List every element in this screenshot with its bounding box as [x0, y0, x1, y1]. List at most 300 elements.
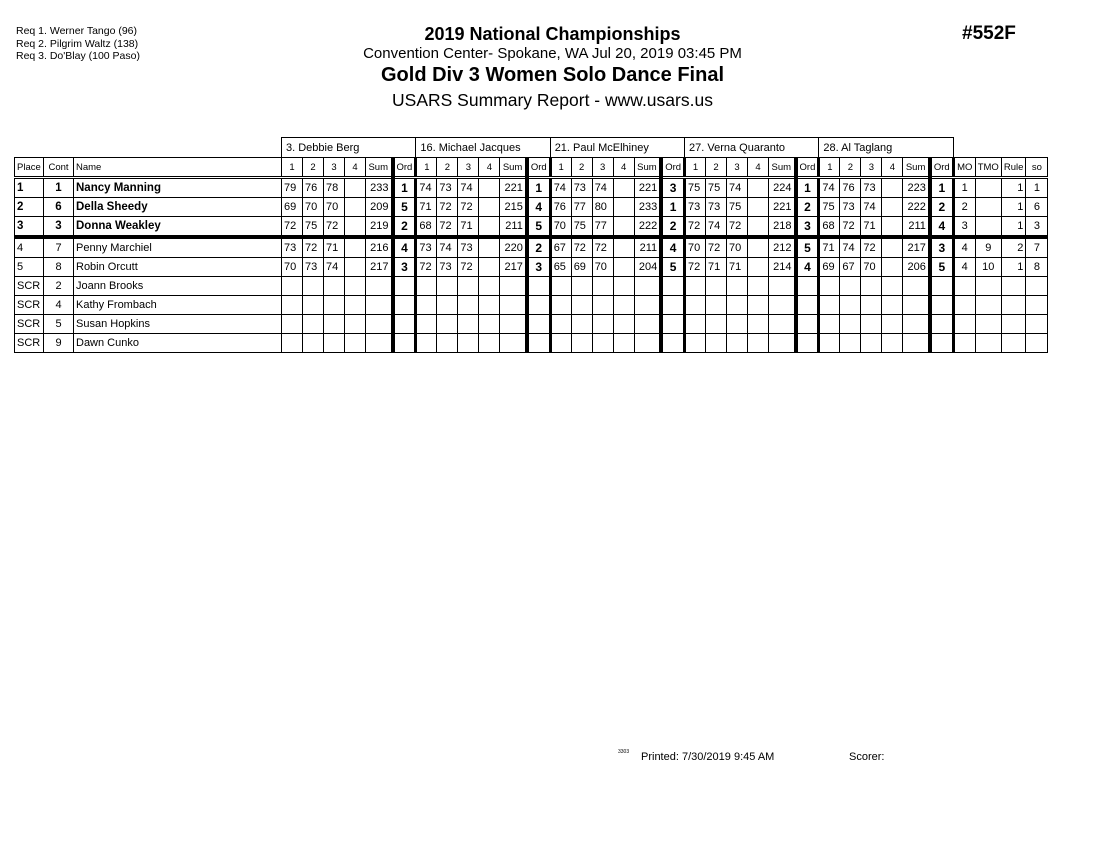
- score-cell: [592, 296, 613, 315]
- score-cell: [613, 334, 634, 353]
- score-cell: [303, 315, 324, 334]
- score-cell: 72: [437, 217, 458, 238]
- score-cell: 75: [685, 178, 706, 198]
- ordinal-cell: 1: [930, 178, 953, 198]
- score-cell: 69: [571, 258, 592, 277]
- score-cell: 72: [416, 258, 437, 277]
- contestant-number: 5: [44, 315, 74, 334]
- score-cell: 76: [303, 178, 324, 198]
- score-cell: 70: [727, 237, 748, 258]
- sum-cell: 217: [366, 258, 393, 277]
- score-cell: [479, 334, 500, 353]
- skater-name: Kathy Frombach: [74, 296, 282, 315]
- contestant-number: 8: [44, 258, 74, 277]
- score-cell: [479, 217, 500, 238]
- col-judge-sum: Sum: [634, 158, 661, 178]
- sum-cell: [634, 296, 661, 315]
- ordinal-cell: 1: [796, 178, 819, 198]
- ordinal-cell: [527, 334, 550, 353]
- sum-cell: 218: [769, 217, 796, 238]
- ordinal-cell: 5: [661, 258, 684, 277]
- score-cell: 70: [592, 258, 613, 277]
- ordinal-cell: [796, 334, 819, 353]
- mo-cell: [953, 277, 975, 296]
- score-cell: 67: [840, 258, 861, 277]
- score-cell: [882, 258, 903, 277]
- col-judge-sum: Sum: [769, 158, 796, 178]
- score-cell: 80: [592, 198, 613, 217]
- col-so: so: [1026, 158, 1048, 178]
- rule-cell: [1001, 334, 1026, 353]
- col-judge-3: 3: [324, 158, 345, 178]
- report-code: 3303: [618, 749, 630, 755]
- score-cell: [882, 178, 903, 198]
- score-cell: 70: [861, 258, 882, 277]
- score-cell: 74: [861, 198, 882, 217]
- mo-cell: 2: [953, 198, 975, 217]
- ordinal-cell: [930, 296, 953, 315]
- so-cell: [1026, 277, 1048, 296]
- ordinal-cell: [527, 277, 550, 296]
- score-cell: [727, 334, 748, 353]
- score-cell: [613, 217, 634, 238]
- results-table: [14, 137, 1048, 353]
- score-cell: [882, 198, 903, 217]
- so-cell: 8: [1026, 258, 1048, 277]
- mo-cell: [953, 296, 975, 315]
- score-cell: 78: [324, 178, 345, 198]
- ordinal-cell: [930, 334, 953, 353]
- ordinal-cell: 3: [527, 258, 550, 277]
- col-judge-sum: Sum: [366, 158, 393, 178]
- score-cell: [324, 277, 345, 296]
- score-cell: [861, 277, 882, 296]
- event-number: #552F: [962, 23, 1016, 44]
- score-cell: 70: [282, 258, 303, 277]
- score-cell: [282, 315, 303, 334]
- score-cell: [416, 334, 437, 353]
- score-cell: [727, 277, 748, 296]
- table-row: [15, 178, 1048, 198]
- col-judge-2: 2: [437, 158, 458, 178]
- score-cell: [748, 217, 769, 238]
- rule-cell: 1: [1001, 258, 1026, 277]
- place-cell: SCR: [15, 296, 44, 315]
- ordinal-cell: 2: [661, 217, 684, 238]
- judge-names-row: [15, 138, 1048, 158]
- sum-cell: 233: [634, 198, 661, 217]
- score-cell: [324, 315, 345, 334]
- score-cell: 72: [861, 237, 882, 258]
- score-cell: [479, 315, 500, 334]
- ordinal-cell: [393, 296, 416, 315]
- rule-cell: [1001, 315, 1026, 334]
- score-cell: [303, 296, 324, 315]
- col-judge-1: 1: [685, 158, 706, 178]
- ordinal-cell: [661, 296, 684, 315]
- mo-cell: 1: [953, 178, 975, 198]
- ordinal-cell: 3: [393, 258, 416, 277]
- score-cell: [550, 334, 571, 353]
- score-cell: [748, 277, 769, 296]
- score-cell: [748, 258, 769, 277]
- score-cell: [819, 315, 840, 334]
- table-row: [15, 217, 1048, 238]
- ordinal-cell: 1: [393, 178, 416, 198]
- rule-cell: 1: [1001, 217, 1026, 238]
- ordinal-cell: [930, 277, 953, 296]
- score-cell: [685, 315, 706, 334]
- score-cell: [345, 198, 366, 217]
- sum-cell: [769, 315, 796, 334]
- place-cell: 5: [15, 258, 44, 277]
- score-cell: 72: [437, 198, 458, 217]
- sum-cell: 212: [769, 237, 796, 258]
- tmo-cell: 10: [975, 258, 1001, 277]
- score-cell: [437, 296, 458, 315]
- ordinal-cell: [796, 277, 819, 296]
- mo-cell: 4: [953, 237, 975, 258]
- col-tmo: TMO: [975, 158, 1001, 178]
- sum-cell: 215: [500, 198, 527, 217]
- table-row: [15, 296, 1048, 315]
- sum-cell: [769, 296, 796, 315]
- col-judge-ord: Ord: [796, 158, 819, 178]
- col-judge-ord: Ord: [661, 158, 684, 178]
- col-judge-3: 3: [861, 158, 882, 178]
- score-cell: 74: [592, 178, 613, 198]
- score-cell: 69: [282, 198, 303, 217]
- score-cell: 75: [727, 198, 748, 217]
- ordinal-cell: [393, 334, 416, 353]
- score-cell: [706, 277, 727, 296]
- col-judge-3: 3: [458, 158, 479, 178]
- score-cell: 72: [571, 237, 592, 258]
- ordinal-cell: 5: [796, 237, 819, 258]
- score-cell: [345, 258, 366, 277]
- rule-cell: 2: [1001, 237, 1026, 258]
- score-cell: [458, 315, 479, 334]
- place-cell: SCR: [15, 315, 44, 334]
- score-cell: 74: [437, 237, 458, 258]
- so-cell: [1026, 334, 1048, 353]
- place-cell: 1: [15, 178, 44, 198]
- col-cont: Cont: [44, 158, 74, 178]
- score-cell: [840, 277, 861, 296]
- score-cell: 71: [324, 237, 345, 258]
- score-cell: [479, 198, 500, 217]
- score-cell: [840, 315, 861, 334]
- contestant-number: 1: [44, 178, 74, 198]
- score-cell: [437, 334, 458, 353]
- score-cell: [282, 296, 303, 315]
- score-cell: [706, 315, 727, 334]
- score-cell: 67: [550, 237, 571, 258]
- request-item: Req 3. Do'Blay (100 Paso): [16, 50, 140, 62]
- ordinal-cell: 4: [393, 237, 416, 258]
- sum-cell: [903, 296, 930, 315]
- score-cell: 71: [861, 217, 882, 238]
- col-judge-2: 2: [303, 158, 324, 178]
- score-cell: 70: [685, 237, 706, 258]
- sum-cell: [634, 315, 661, 334]
- ordinal-cell: [930, 315, 953, 334]
- score-cell: 73: [303, 258, 324, 277]
- score-cell: [882, 315, 903, 334]
- score-cell: [345, 277, 366, 296]
- score-cell: [437, 277, 458, 296]
- score-cell: [324, 334, 345, 353]
- judge-name: 21. Paul McElhiney: [550, 138, 684, 158]
- ordinal-cell: 5: [393, 198, 416, 217]
- score-cell: 72: [303, 237, 324, 258]
- ordinal-cell: [796, 315, 819, 334]
- table-row: [15, 334, 1048, 353]
- ordinal-cell: 1: [527, 178, 550, 198]
- ordinal-cell: 4: [930, 217, 953, 238]
- sum-cell: [500, 315, 527, 334]
- so-cell: [1026, 315, 1048, 334]
- score-cell: [685, 296, 706, 315]
- sum-cell: 221: [500, 178, 527, 198]
- ordinal-cell: 4: [796, 258, 819, 277]
- score-cell: [882, 217, 903, 238]
- col-judge-2: 2: [706, 158, 727, 178]
- score-cell: [345, 217, 366, 238]
- score-cell: [303, 334, 324, 353]
- score-cell: 76: [550, 198, 571, 217]
- col-judge-1: 1: [416, 158, 437, 178]
- ordinal-cell: 4: [661, 237, 684, 258]
- sum-cell: [500, 296, 527, 315]
- col-judge-ord: Ord: [527, 158, 550, 178]
- score-cell: 73: [706, 198, 727, 217]
- sum-cell: [769, 277, 796, 296]
- score-cell: 74: [458, 178, 479, 198]
- ordinal-cell: 5: [930, 258, 953, 277]
- ordinal-cell: [393, 277, 416, 296]
- sum-cell: 220: [500, 237, 527, 258]
- score-cell: 73: [282, 237, 303, 258]
- score-cell: 73: [416, 237, 437, 258]
- ordinal-cell: [661, 334, 684, 353]
- ordinal-cell: 3: [661, 178, 684, 198]
- score-cell: [458, 277, 479, 296]
- score-cell: [437, 315, 458, 334]
- score-cell: [303, 277, 324, 296]
- column-header-row: [15, 158, 1048, 178]
- col-judge-1: 1: [550, 158, 571, 178]
- col-judge-4: 4: [748, 158, 769, 178]
- sum-cell: 211: [500, 217, 527, 238]
- score-cell: 72: [458, 198, 479, 217]
- rule-cell: [1001, 277, 1026, 296]
- score-cell: 79: [282, 178, 303, 198]
- col-place: Place: [15, 158, 44, 178]
- score-cell: [748, 198, 769, 217]
- tmo-cell: [975, 277, 1001, 296]
- score-cell: 65: [550, 258, 571, 277]
- score-cell: [819, 277, 840, 296]
- so-cell: 3: [1026, 217, 1048, 238]
- judge-name: 16. Michael Jacques: [416, 138, 550, 158]
- col-judge-2: 2: [840, 158, 861, 178]
- skater-name: Susan Hopkins: [74, 315, 282, 334]
- col-judge-4: 4: [345, 158, 366, 178]
- so-cell: 1: [1026, 178, 1048, 198]
- sum-cell: [903, 277, 930, 296]
- ordinal-cell: [661, 277, 684, 296]
- score-cell: 70: [550, 217, 571, 238]
- sum-cell: 224: [769, 178, 796, 198]
- col-judge-ord: Ord: [930, 158, 953, 178]
- score-cell: [282, 334, 303, 353]
- tmo-cell: [975, 217, 1001, 238]
- skater-name: Joann Brooks: [74, 277, 282, 296]
- skater-name: Donna Weakley: [74, 217, 282, 238]
- score-cell: [592, 315, 613, 334]
- score-cell: [748, 237, 769, 258]
- sum-cell: 222: [903, 198, 930, 217]
- score-cell: [345, 178, 366, 198]
- sum-cell: 223: [903, 178, 930, 198]
- score-cell: [571, 277, 592, 296]
- event-name: Gold Div 3 Women Solo Dance Final: [380, 64, 725, 86]
- col-judge-4: 4: [613, 158, 634, 178]
- table-row: [15, 258, 1048, 277]
- score-cell: [685, 277, 706, 296]
- col-judge-ord: Ord: [393, 158, 416, 178]
- rule-cell: [1001, 296, 1026, 315]
- score-cell: [748, 334, 769, 353]
- score-cell: [706, 334, 727, 353]
- ordinal-cell: 2: [393, 217, 416, 238]
- score-cell: [345, 315, 366, 334]
- score-cell: [882, 277, 903, 296]
- col-judge-3: 3: [592, 158, 613, 178]
- score-cell: [550, 277, 571, 296]
- table-row: [15, 198, 1048, 217]
- sum-cell: [366, 315, 393, 334]
- score-cell: [571, 296, 592, 315]
- mo-cell: [953, 315, 975, 334]
- table-row: [15, 237, 1048, 258]
- score-cell: [685, 334, 706, 353]
- contestant-number: 7: [44, 237, 74, 258]
- sum-cell: [634, 334, 661, 353]
- score-cell: [479, 296, 500, 315]
- score-cell: [613, 258, 634, 277]
- score-cell: [819, 296, 840, 315]
- place-cell: 3: [15, 217, 44, 238]
- score-cell: [479, 178, 500, 198]
- sum-cell: 221: [769, 198, 796, 217]
- score-cell: 75: [706, 178, 727, 198]
- score-cell: [479, 258, 500, 277]
- score-cell: 75: [571, 217, 592, 238]
- score-cell: 74: [324, 258, 345, 277]
- tmo-cell: 9: [975, 237, 1001, 258]
- score-cell: 71: [458, 217, 479, 238]
- score-cell: [458, 296, 479, 315]
- score-cell: 72: [727, 217, 748, 238]
- skater-name: Dawn Cunko: [74, 334, 282, 353]
- score-cell: 75: [303, 217, 324, 238]
- venue-datetime: Convention Center- Spokane, WA Jul 20, 2019 03:45 PM: [363, 45, 742, 62]
- place-cell: SCR: [15, 277, 44, 296]
- col-judge-2: 2: [571, 158, 592, 178]
- score-cell: [727, 315, 748, 334]
- mo-cell: 3: [953, 217, 975, 238]
- place-cell: 4: [15, 237, 44, 258]
- tmo-cell: [975, 334, 1001, 353]
- skater-name: Penny Marchiel: [74, 237, 282, 258]
- score-cell: 72: [706, 237, 727, 258]
- score-cell: 73: [437, 258, 458, 277]
- col-judge-4: 4: [882, 158, 903, 178]
- sum-cell: 209: [366, 198, 393, 217]
- score-cell: [550, 296, 571, 315]
- score-cell: [613, 198, 634, 217]
- judge-name: 28. Al Taglang: [819, 138, 953, 158]
- sum-cell: [366, 334, 393, 353]
- sum-cell: 214: [769, 258, 796, 277]
- spacer: [15, 138, 282, 158]
- score-cell: [748, 178, 769, 198]
- score-cell: 74: [706, 217, 727, 238]
- score-cell: 73: [861, 178, 882, 198]
- competition-title: 2019 National Championships: [424, 24, 681, 44]
- ordinal-cell: 2: [527, 237, 550, 258]
- sum-cell: [634, 277, 661, 296]
- score-cell: 71: [706, 258, 727, 277]
- score-cell: [613, 296, 634, 315]
- score-cell: 72: [840, 217, 861, 238]
- skater-name: Nancy Manning: [74, 178, 282, 198]
- score-cell: 73: [685, 198, 706, 217]
- ordinal-cell: 4: [527, 198, 550, 217]
- score-cell: [727, 296, 748, 315]
- sum-cell: 216: [366, 237, 393, 258]
- score-cell: [613, 178, 634, 198]
- rule-cell: 1: [1001, 178, 1026, 198]
- mo-cell: 4: [953, 258, 975, 277]
- score-cell: [479, 277, 500, 296]
- ordinal-cell: 5: [527, 217, 550, 238]
- sum-cell: [500, 334, 527, 353]
- ordinal-cell: 3: [796, 217, 819, 238]
- ordinal-cell: 1: [661, 198, 684, 217]
- score-cell: 72: [685, 258, 706, 277]
- score-cell: 72: [592, 237, 613, 258]
- score-cell: 70: [324, 198, 345, 217]
- table-row: [15, 315, 1048, 334]
- score-cell: [571, 315, 592, 334]
- score-cell: 74: [840, 237, 861, 258]
- col-judge-sum: Sum: [903, 158, 930, 178]
- score-cell: [592, 334, 613, 353]
- score-cell: 71: [727, 258, 748, 277]
- judge-name: 27. Verna Quaranto: [685, 138, 819, 158]
- score-cell: 73: [437, 178, 458, 198]
- score-cell: [458, 334, 479, 353]
- ordinal-cell: 2: [930, 198, 953, 217]
- sum-cell: 211: [903, 217, 930, 238]
- contestant-number: 2: [44, 277, 74, 296]
- score-cell: 69: [819, 258, 840, 277]
- score-cell: 70: [303, 198, 324, 217]
- score-cell: 74: [416, 178, 437, 198]
